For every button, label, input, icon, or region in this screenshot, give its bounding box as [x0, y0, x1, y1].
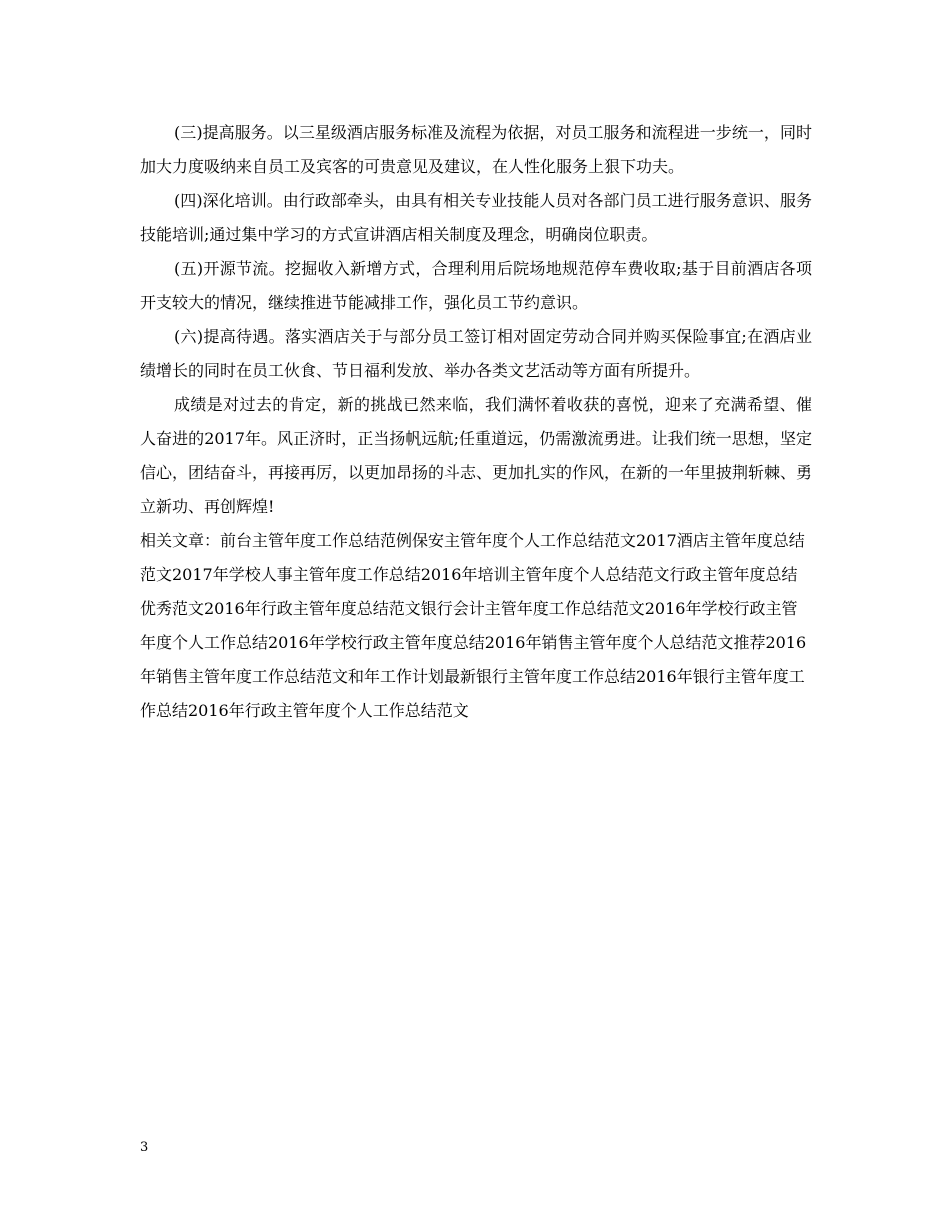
paragraph-improve-benefits: (六)提高待遇。落实酒店关于与部分员工签订相对固定劳动合同并购买保险事宜;在酒店业绩增长的同时在员工伙食、节日福利发放、举办各类文艺活动等方面有所提升。 — [140, 327, 812, 380]
paragraph-increase-revenue: (五)开源节流。挖掘收入新增方式，合理利用后院场地规范停车费收取;基于目前酒店各项开支较大的情况，继续推进节能减排工作，强化员工节约意识。 — [140, 259, 812, 312]
paragraph-conclusion: 成绩是对过去的肯定，新的挑战已然来临，我们满怀着收获的喜悦，迎来了充满希望、催人奋进的2017年。风正济时，正当扬帆远航;任重道远，仍需激流勇进。让我们统一思想，坚定信心，团结奋斗，再接再厉，以更加昂扬的斗志、更加扎实的作风，在新的一年里披荆斩棘、勇立新功、再创辉煌! — [140, 395, 813, 516]
body-text — [140, 116, 812, 728]
paragraph-deepen-training: (四)深化培训。由行政部牵头，由具有相关专业技能人员对各部门员工进行服务意识、服务技能培训;通过集中学习的方式宣讲酒店相关制度及理念，明确岗位职责。 — [140, 191, 812, 244]
related-articles: 相关文章：前台主管年度工作总结范例保安主管年度个人工作总结范文2017酒店主管年度总结范文2017年学校人事主管年度工作总结2016年培训主管年度个人总结范文行政主管年度总结优秀范文2016年行政主管年度总结范文银行会计主管年度工作总结范文2016年学校行政主管年度个人工作总结2016年学校行政主管年度总结2016年销售主管年度个人总结范文推荐2016年销售主管年度工作总结范文和年工作计划最新银行主管年度工作总结2016年银行主管年度工作总结2016年行政主管年度个人工作总结范文 — [140, 531, 807, 720]
paragraph-improve-service: (三)提高服务。以三星级酒店服务标准及流程为依据，对员工服务和流程进一步统一，同时加大力度吸纳来自员工及宾客的可贵意见及建议，在人性化服务上狠下功夫。 — [140, 123, 812, 176]
page-number: 3 — [140, 1140, 149, 1155]
